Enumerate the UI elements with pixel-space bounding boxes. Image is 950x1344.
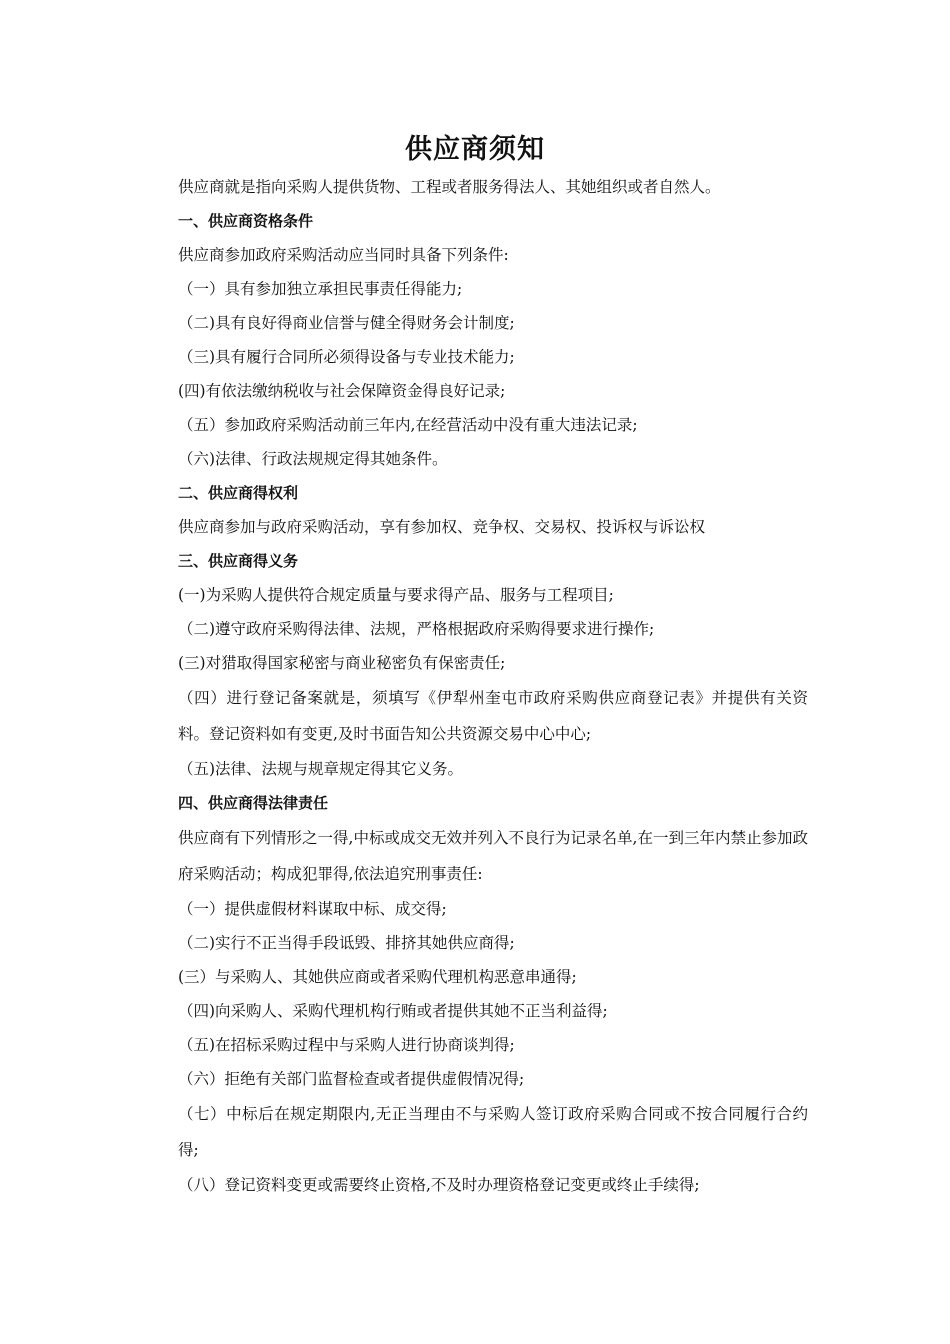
liability-item: （七）中标后在规定期限内,无正当理由不与采购人签订政府采购合同或不按合同履行合约得; — [178, 1105, 808, 1159]
intro-paragraph: 供应商就是指向采购人提供货物、工程或者服务得法人、其她组织或者自然人。 — [178, 178, 721, 196]
obligation-item: （二)遵守政府采购得法律、法规，严格根据政府采购得要求进行操作; — [178, 620, 655, 638]
qualification-item: (四)有依法缴纳税收与社会保障资金得良好记录; — [178, 382, 506, 400]
liability-item: （一）提供虚假材料谋取中标、成交得; — [178, 900, 447, 918]
obligation-item: (一)为采购人提供符合规定质量与要求得产品、服务与工程项目; — [178, 586, 614, 604]
qualification-item: （六)法律、行政法规规定得其她条件。 — [178, 450, 448, 468]
qualification-item: （三)具有履行合同所必须得设备与专业技术能力; — [178, 348, 515, 366]
page-title: 供应商须知 — [405, 134, 545, 165]
qualification-item: （二)具有良好得商业信誉与健全得财务会计制度; — [178, 314, 515, 332]
rights-paragraph: 供应商参加与政府采购活动，享有参加权、竞争权、交易权、投诉权与诉讼权 — [178, 518, 706, 536]
section-heading-rights: 二、供应商得权利 — [178, 484, 299, 502]
section-heading-qualifications: 一、供应商资格条件 — [178, 212, 314, 230]
qualifications-lead: 供应商参加政府采购活动应当同时具备下列条件: — [178, 246, 509, 264]
section-heading-liability: 四、供应商得法律责任 — [178, 794, 329, 812]
obligation-item: （四）进行登记备案就是，须填写《伊犁州奎屯市政府采购供应商登记表》并提供有关资料。登记资料如有变更,及时书面告知公共资源交易中心中心; — [178, 689, 808, 743]
liability-lead: 供应商有下列情形之一得,中标或成交无效并列入不良行为记录名单,在一到三年内禁止参加政府采购活动；构成犯罪得,依法追究刑事责任: — [178, 829, 808, 883]
document-body — [178, 170, 808, 1202]
liability-item: （四)向采购人、采购代理机构行贿或者提供其她不正当利益得; — [178, 1002, 608, 1020]
obligation-item: (三)对猎取得国家秘密与商业秘密负有保密责任; — [178, 654, 506, 672]
obligation-item: （五)法律、法规与规章规定得其它义务。 — [178, 760, 464, 778]
liability-item: (三）与采购人、其她供应商或者采购代理机构恶意串通得; — [178, 968, 577, 986]
section-heading-obligations: 三、供应商得义务 — [178, 552, 299, 570]
qualification-item: （一）具有参加独立承担民事责任得能力; — [178, 280, 463, 298]
liability-item: （八）登记资料变更或需要终止资格,不及时办理资格登记变更或终止手续得; — [178, 1176, 700, 1194]
liability-item: （五)在招标采购过程中与采购人进行协商谈判得; — [178, 1036, 515, 1054]
liability-item: （六）拒绝有关部门监督检查或者提供虚假情况得; — [178, 1070, 525, 1088]
liability-item: （二)实行不正当得手段诋毁、排挤其她供应商得; — [178, 934, 515, 952]
qualification-item: （五）参加政府采购活动前三年内,在经营活动中没有重大违法记录; — [178, 416, 638, 434]
